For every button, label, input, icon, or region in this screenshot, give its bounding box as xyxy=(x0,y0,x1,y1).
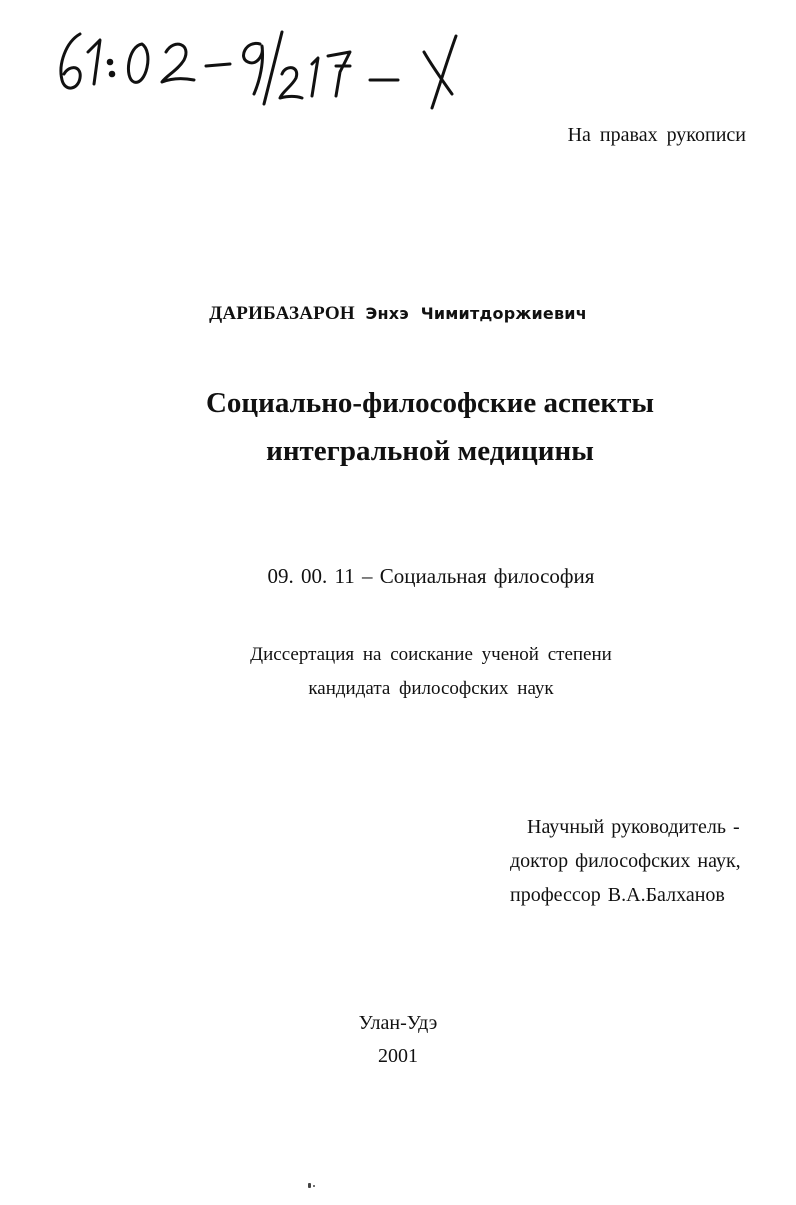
author-given-names: Энхэ Чимитдоржиевич xyxy=(365,304,587,323)
scan-speck xyxy=(313,1185,315,1187)
rights-notice: На правах рукописи xyxy=(567,124,746,146)
degree-line-1: Диссертация на соискание ученой степени xyxy=(250,644,612,665)
handwritten-archive-number xyxy=(50,22,490,112)
supervisor-line-3: профессор В.А.Балханов xyxy=(510,884,725,906)
supervisor-line-1: Научный руководитель - xyxy=(527,816,740,838)
author-name xyxy=(0,303,796,325)
degree-line-2: кандидата философских наук xyxy=(308,678,554,699)
supervisor-line-2: доктор философских наук, xyxy=(510,850,741,872)
year: 2001 xyxy=(378,1045,418,1067)
scan-speck xyxy=(308,1183,311,1188)
dissertation-title-line-1: Социально-философские аспекты xyxy=(205,387,655,419)
author-surname: ДАРИБАЗАРОН xyxy=(209,303,355,324)
dissertation-title-line-2: интегральной медицины xyxy=(266,435,594,467)
specialty-code: 09. 00. 11 – Социальная философия xyxy=(267,564,595,588)
city: Улан-Удэ xyxy=(358,1012,438,1034)
